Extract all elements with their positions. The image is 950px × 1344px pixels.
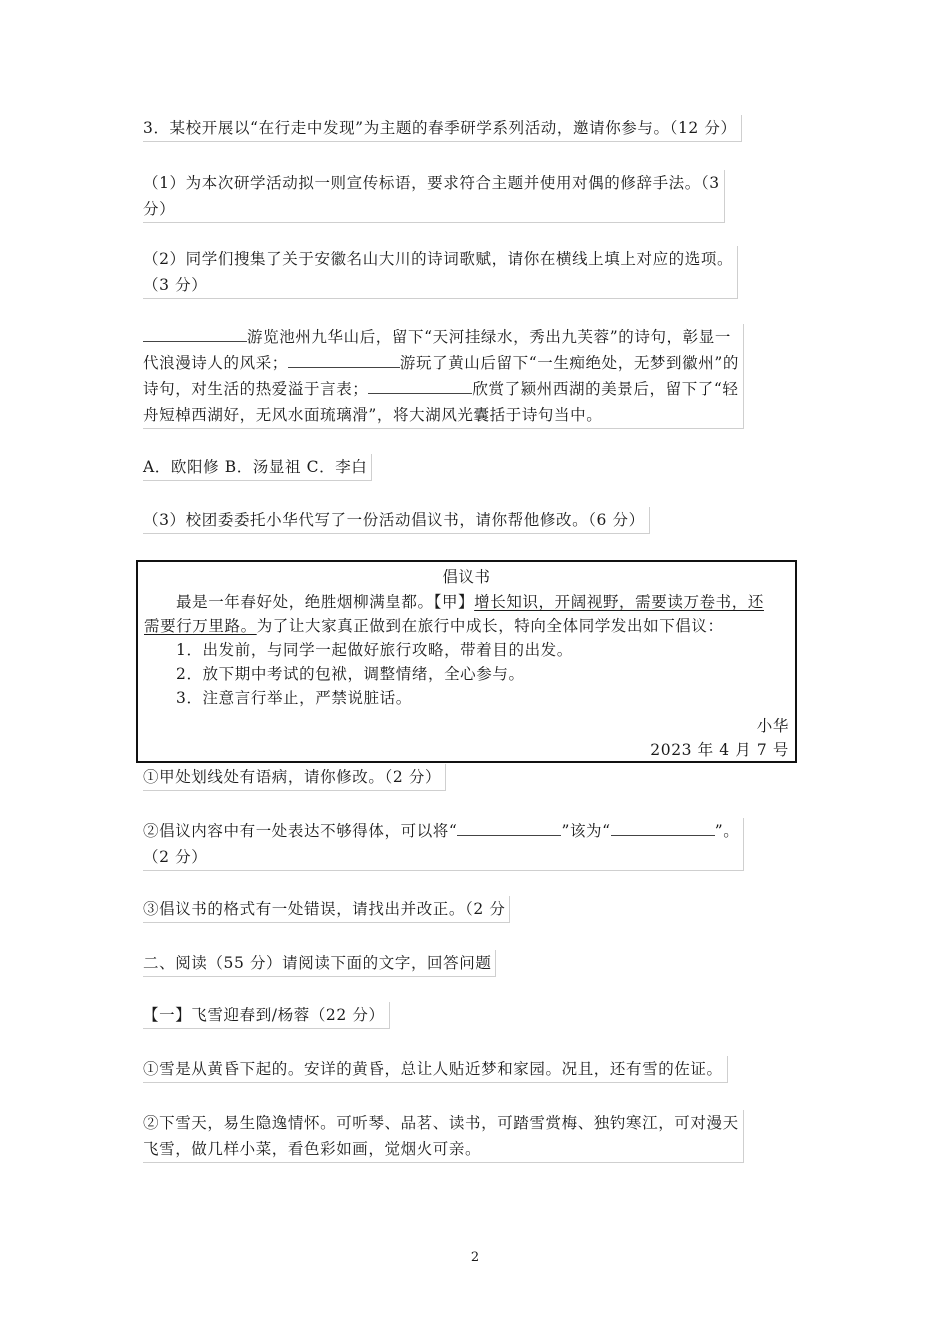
fill-text-3b: 欣赏了颍州西湖的美景后，留下了“轻 — [472, 380, 739, 398]
task-2-line2: （2 分） — [143, 848, 208, 866]
sub-question-1-line1: （1）为本次研学活动拟一则宣传标语，要求符合主题并使用对偶的修辞手法。（3 — [143, 174, 720, 192]
question-3-stem — [143, 115, 742, 142]
fill-text-2a: 代浪漫诗人的风采； — [143, 354, 288, 372]
task-2-text-b: ”该为“ — [561, 822, 611, 840]
task-2 — [143, 818, 744, 871]
sub-question-1-line2: 分） — [143, 200, 176, 218]
proposal-letter-box — [136, 560, 797, 763]
task-3 — [143, 896, 510, 923]
reading-paragraph-2 — [143, 1110, 744, 1163]
task-3-text: ③倡议书的格式有一处错误，请找出并改正。（2 分 — [143, 900, 506, 918]
answer-blank-revised[interactable] — [611, 821, 715, 836]
page-number: 2 — [470, 1250, 480, 1265]
proposal-underlined-b: 需要行万里路。 — [144, 617, 257, 635]
proposal-line-2 — [144, 614, 724, 638]
reading-heading-text: 二、阅读（55 分）请阅读下面的文字，回答问题 — [143, 954, 492, 972]
sub-question-3 — [143, 507, 650, 534]
fill-line-4: 舟短棹西湖好，无风水面琉璃滑”，将大湖风光囊括于诗句当中。 — [143, 406, 603, 424]
answer-options-text: A．欧阳修 B．汤显祖 C．李白 — [143, 458, 368, 476]
task-1-text: ①甲处划线处有语病，请你修改。（2 分） — [143, 768, 442, 786]
task-1 — [143, 764, 446, 791]
task-2-text-c: ”。 — [714, 822, 740, 840]
fill-line-2 — [143, 350, 739, 376]
proposal-underlined-a: 增长知识，开阔视野，需要读万卷书，还 — [474, 593, 764, 611]
sub-question-3-text: （3）校团委委托小华代写了一份活动倡议书，请你帮他修改。（6 分） — [143, 511, 645, 529]
sub-question-1 — [143, 170, 725, 223]
fill-text-2b: 游玩了黄山后留下“一生痴绝处，无梦到徽州”的 — [399, 354, 739, 372]
fill-line-3 — [143, 376, 739, 402]
answer-blank-3[interactable] — [368, 379, 472, 394]
proposal-opening: 最是一年春好处，绝胜烟柳满皇都。【甲】 — [176, 593, 475, 611]
task-2-text-a: ②倡议内容中有一处表达不够得体，可以将“ — [143, 822, 458, 840]
proposal-item-3: 3．注意言行举止，严禁说脏话。 — [176, 689, 412, 707]
reading-paragraph-1 — [143, 1056, 728, 1083]
sub-question-2-line2: （3 分） — [143, 276, 208, 294]
reading-paragraph-2-line1: ②下雪天，易生隐逸情怀。可听琴、品茗、读书，可踏雪赏梅、独钓寒江，可对漫天 — [143, 1114, 739, 1132]
proposal-item-1: 1．出发前，与同学一起做好旅行攻略，带着目的出发。 — [176, 641, 573, 659]
reading-section-title — [143, 1002, 390, 1029]
answer-blank-original[interactable] — [457, 821, 561, 836]
reading-paragraph-2-line2: 飞雪，做几样小菜，看色彩如画，觉烟火可亲。 — [143, 1140, 482, 1158]
fill-text-1: 游览池州九华山后，留下“天河挂绿水，秀出九芙蓉”的诗句，彰显一 — [247, 328, 731, 346]
sub-question-2-line1: （2）同学们搜集了关于安徽名山大川的诗词歌赋，请你在横线上填上对应的选项。 — [143, 250, 734, 268]
proposal-intro: 为了让大家真正做到在旅行中成长，特向全体同学发出如下倡议： — [256, 617, 724, 635]
answer-blank-2[interactable] — [288, 353, 400, 368]
proposal-line-1 — [176, 590, 764, 614]
fill-text-3a: 诗句，对生活的热爱溢于言表； — [143, 380, 369, 398]
proposal-signer: 小华 — [756, 717, 789, 735]
fill-line-1 — [143, 324, 739, 350]
fill-in-paragraph — [143, 324, 744, 429]
answer-blank-1[interactable] — [143, 327, 247, 342]
proposal-title: 倡议书 — [442, 568, 491, 586]
sub-question-2 — [143, 246, 738, 299]
task-2-line1 — [143, 818, 739, 844]
proposal-date: 2023 年 4 月 7 号 — [650, 741, 789, 759]
answer-options — [143, 454, 372, 481]
reading-section-text: 【一】飞雪迎春到/杨蓉（22 分） — [143, 1006, 385, 1024]
question-3-text: 3．某校开展以“在行走中发现”为主题的春季研学系列活动，邀请你参与。（12 分） — [143, 119, 737, 137]
reading-heading — [143, 950, 496, 977]
reading-paragraph-1-text: ①雪是从黄昏下起的。安详的黄昏，总让人贴近梦和家园。况且，还有雪的佐证。 — [143, 1060, 723, 1078]
proposal-item-2: 2．放下期中考试的包袱，调整情绪，全心参与。 — [176, 665, 525, 683]
